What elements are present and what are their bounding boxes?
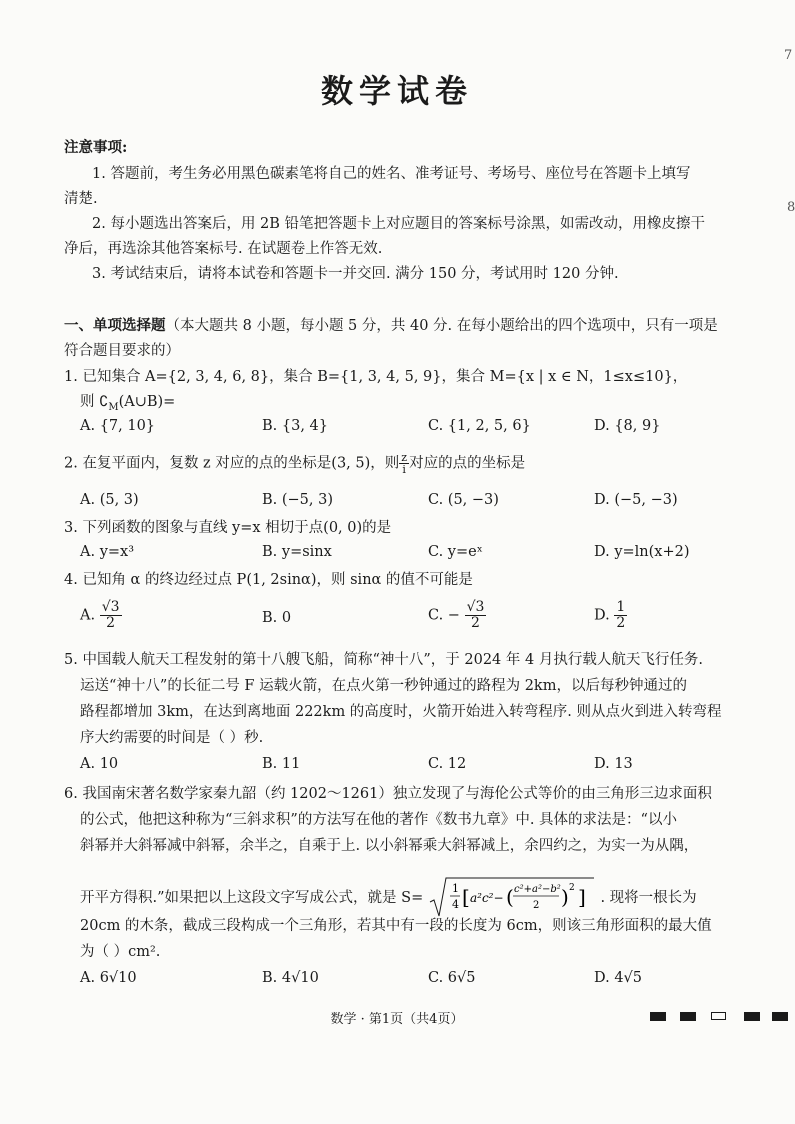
q6-option-d: D. 4√5 — [594, 970, 643, 986]
alignment-mark-4 — [772, 1012, 788, 1021]
svg-text:]: ] — [577, 885, 586, 909]
q5-line-4: 序大约需要的时间是（ ）秒. — [80, 730, 264, 746]
section-description-cont: 符合题目要求的） — [64, 343, 180, 359]
q2-fraction — [399, 452, 409, 475]
q6-line-5: 20cm 的木条，截成三段构成一个三角形，若其中有一段的长度为 6cm，则该三角形面积的最大值 — [80, 918, 712, 934]
q6-line-4-end: . 现将一根长为 — [600, 890, 697, 906]
q3-stem: 3. 下列函数的图象与直线 y=x 相切于点(0, 0)的是 — [64, 520, 392, 536]
qin-jiushao-formula — [428, 876, 596, 920]
alignment-mark-2 — [680, 1012, 696, 1021]
q4-option-a-fraction — [100, 600, 122, 631]
q3-option-d: D. y=ln(x+2) — [594, 544, 690, 560]
q6-line-3: 斜幂并大斜幂减中斜幂，余半之，自乘于上. 以小斜幂乘大斜幂减上，余四约之，为实一为从隅， — [80, 838, 699, 854]
q4-option-c-denominator: 2 — [471, 615, 480, 631]
svg-text:2: 2 — [532, 900, 540, 911]
q2-stem-start: 2. 在复平面内，复数 z 对应的点的坐标是(3, 5)，则 — [64, 455, 400, 472]
q4-option-c-numerator: √3 — [466, 599, 485, 615]
q2-option-d: D. (−5, −3) — [594, 492, 678, 508]
q1-stem: 1. 已知集合 A={2, 3, 4, 6, 8}，集合 B={1, 3, 4, 5, 9}，集合 M={x | x ∈ N，1≤x≤10}， — [64, 369, 688, 385]
svg-text:[: [ — [461, 885, 470, 909]
svg-text:(: ( — [505, 885, 514, 909]
q4-option-c — [428, 600, 486, 631]
q2-option-a: A. (5, 3) — [80, 492, 139, 508]
q6-option-b: B. 4√10 — [262, 970, 319, 986]
q2-stem — [64, 452, 525, 475]
q4-option-a — [80, 600, 122, 631]
q6-line-4 — [80, 876, 697, 920]
q3-option-a: A. y=x³ — [80, 544, 135, 560]
alignment-mark-1 — [650, 1012, 666, 1021]
q2-stem-end: 对应的点的坐标是 — [409, 455, 526, 472]
edge-mark-top: 7 — [784, 48, 793, 63]
q4-option-d-label: D. — [594, 607, 610, 624]
q4-option-d — [594, 600, 627, 631]
q6-line-1: 6. 我国南宋著名数学家秦九韶（约 1202～1261）独立发现了与海伦公式等价的由三角形三边求面积 — [64, 786, 712, 802]
q3-option-b: B. y=sinx — [262, 544, 332, 560]
q4-option-d-fraction — [614, 600, 627, 631]
q2-option-c: C. (5, −3) — [428, 492, 499, 508]
page-title: 数学试卷 — [320, 72, 473, 110]
section-description: （本大题共 8 小题，每小题 5 分，共 40 分. 在每小题给出的四个选项中，只有一项是 — [165, 318, 718, 334]
q5-option-c: C. 12 — [428, 756, 467, 772]
q4-option-c-label: C. − — [428, 607, 460, 624]
q6-line-6: 为（ ）cm². — [80, 944, 161, 960]
q1-complement-suffix: (A∪B)= — [118, 394, 176, 410]
page-footer: 数学 · 第1页（共4页） — [330, 1012, 464, 1027]
q1-stem-cont — [80, 392, 175, 418]
q2-fraction-numerator: z — [401, 451, 408, 464]
q6-line-2: 的公式，他把这种称为“三斜求积”的方法写在他的著作《数书九章》中. 具体的求法是：“以小 — [80, 812, 677, 828]
q5-line-3: 路程都增加 3km，在达到离地面 222km 的高度时，火箭开始进入转弯程序. 则从点火到进入转弯程 — [80, 704, 722, 720]
q5-option-a: A. 10 — [80, 756, 119, 772]
q1-complement-subscript: M — [108, 401, 119, 413]
edge-mark-middle: 8 — [787, 200, 795, 215]
q4-option-d-denominator: 2 — [616, 615, 626, 631]
q3-option-c: C. y=eˣ — [428, 544, 483, 560]
alignment-mark-3 — [744, 1012, 760, 1021]
q4-option-d-numerator: 1 — [616, 599, 626, 615]
q4-option-a-label: A. — [80, 607, 96, 624]
q4-option-c-fraction — [465, 600, 487, 631]
notice-item-1-cont: 清楚. — [64, 191, 98, 207]
q2-fraction-denominator: i — [402, 463, 406, 476]
formula-quarter-num: 1 — [451, 882, 459, 895]
q5-option-d: D. 13 — [594, 756, 633, 772]
svg-text:a²c²−: a²c²− — [469, 891, 504, 905]
notice-item-2: 2. 每小题选出答案后，用 2B 铅笔把答题卡上对应题目的答案标号涂黑，如需改动，用橡皮擦干 — [92, 216, 706, 232]
q1-complement-prefix: 则 ∁ — [80, 394, 109, 410]
q5-line-2: 运送“神十八”的长征二号 F 运载火箭，在点火第一秒钟通过的路程为 2km，以后每秒钟通过的 — [80, 678, 687, 694]
formula-quarter-den: 4 — [451, 898, 459, 911]
q4-option-a-numerator: √3 — [101, 599, 120, 615]
section-heading — [64, 316, 718, 336]
q4-option-b: B. 0 — [262, 610, 292, 626]
q2-option-b: B. (−5, 3) — [262, 492, 334, 508]
q6-option-c: C. 6√5 — [428, 970, 476, 986]
q4-stem: 4. 已知角 α 的终边经过点 P(1, 2sinα)，则 sinα 的值不可能是 — [64, 572, 473, 588]
svg-text:2: 2 — [568, 883, 575, 893]
q5-option-b: B. 11 — [262, 756, 301, 772]
notice-item-1: 1. 答题前，考生务必用黑色碳素笔将自己的姓名、准考证号、考场号、座位号在答题卡上填写 — [92, 166, 691, 182]
svg-text:): ) — [560, 885, 569, 909]
q4-option-a-denominator: 2 — [106, 615, 116, 631]
q1-option-a: A. {7, 10} — [80, 418, 156, 434]
notice-item-3: 3. 考试结束后，请将本试卷和答题卡一并交回. 满分 150 分，考试用时 120 分钟. — [92, 266, 619, 282]
q1-option-c: C. {1, 2, 5, 6} — [428, 418, 531, 434]
q6-line-4-start: 开平方得积.”如果把以上这段文字写成公式，就是 S= — [80, 890, 424, 906]
q5-line-1: 5. 中国载人航天工程发射的第十八艘飞船，简称“神十八”，于 2024 年 4 月执行载人航天飞行任务. — [64, 652, 703, 668]
q1-option-b: B. {3, 4} — [262, 418, 328, 434]
section-title: 一、单项选择题 — [64, 317, 166, 334]
notice-item-2-cont: 净后，再选涂其他答案标号. 在试题卷上作答无效. — [64, 241, 383, 257]
svg-text:c²+a²−b²: c²+a²−b² — [513, 884, 561, 895]
q6-option-a: A. 6√10 — [80, 970, 137, 986]
q1-option-d: D. {8, 9} — [594, 418, 661, 434]
notice-heading: 注意事项: — [64, 139, 128, 156]
alignment-mark-hollow — [711, 1012, 726, 1020]
